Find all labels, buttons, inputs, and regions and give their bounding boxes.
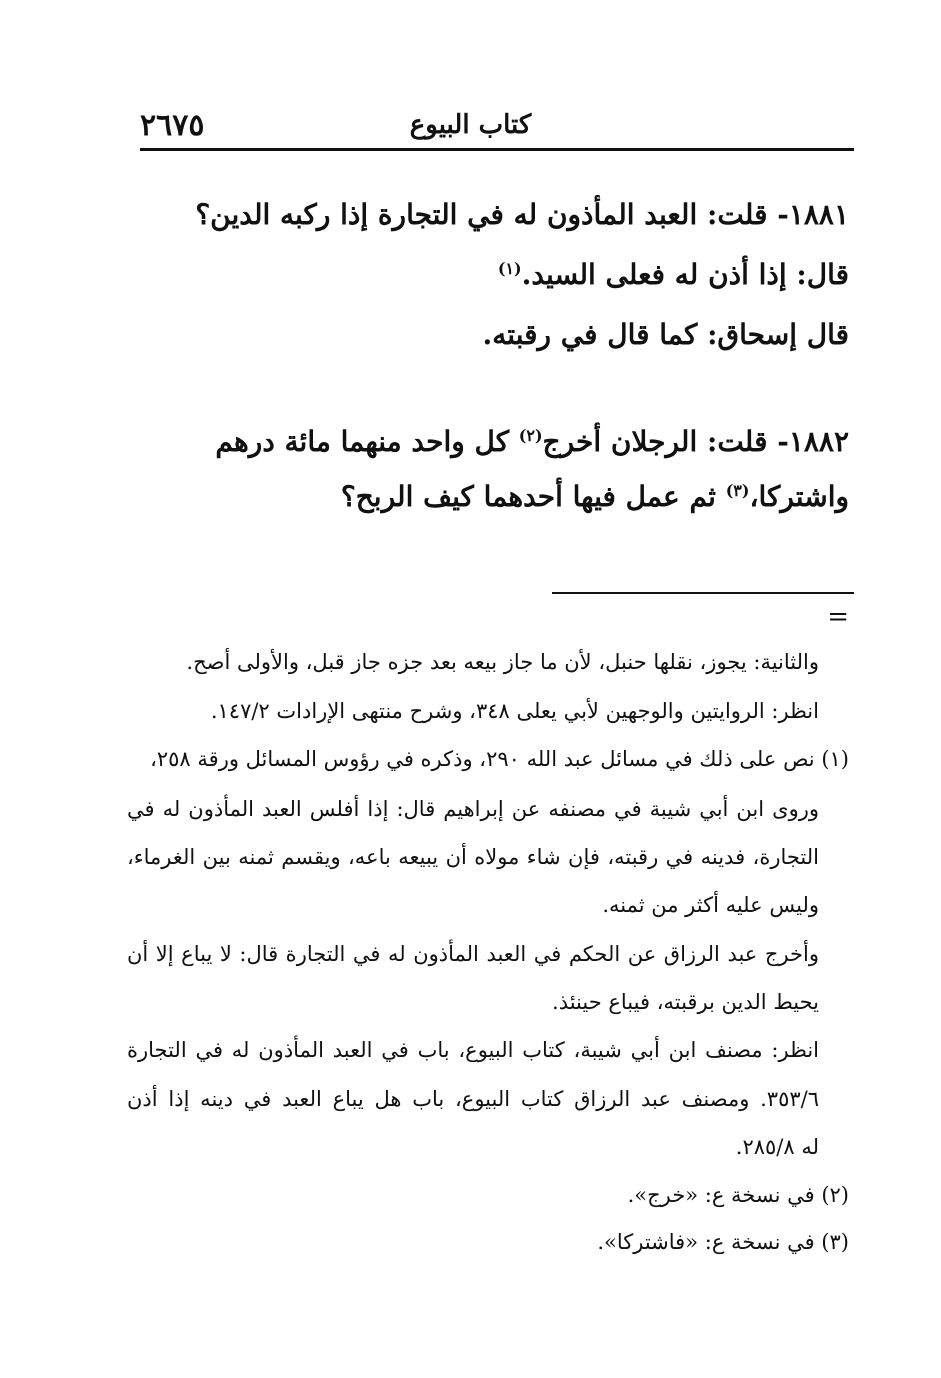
footnote-1-line5: وأخرج عبد الرزاق عن الحكم في العبد المأذون له في التجارة قال: لا يباع إلا أن [127, 942, 819, 966]
footnote-ref-2: (٢) [518, 426, 543, 445]
continuation-marker: = [827, 602, 849, 632]
footnote-1-line1: (١) نص على ذلك في مسائل عبد الله ٢٩٠، وذكره في رؤوس المسائل ورقة ٢٥٨، [150, 747, 849, 771]
footnote-1-line9: له ٢٨٥/٨. [735, 1135, 819, 1159]
footnote-2: (٢) في نسخة ع: «خرج». [627, 1183, 849, 1207]
q1882-part-b: كل واحد منهما مائة درهم [215, 425, 519, 458]
question-1882-line1 [139, 425, 849, 459]
footnote-ref-1: (١) [497, 259, 522, 278]
running-title: كتاب البيوع [409, 110, 532, 140]
q1882-part-a: ١٨٨٢- قلت: الرجلان أخرج [542, 425, 849, 458]
footnote-1-line2: وروى ابن أبي شيبة في مصنفه عن إبراهيم قال: إذا أفلس العبد المأذون له في [127, 797, 819, 821]
footnote-separator [552, 592, 854, 594]
footnote-ref-3: (٣) [725, 481, 750, 500]
answer-1881-text: قال: إذا أذن له فعلى السيد. [521, 258, 849, 291]
footnote-1-line4: وليس عليه أكثر من ثمنه. [602, 893, 819, 917]
ishaq-1881: قال إسحاق: كما قال في رقبته. [482, 318, 849, 351]
q1882-line2-a: واشتركا، [749, 480, 849, 513]
footnote-1-line8: ٣٥٣/٦. ومصنف عبد الرزاق كتاب البيوع، باب هل يباع العبد في دينه إذا أذن [127, 1087, 819, 1111]
footnote-3: (٣) في نسخة ع: «فاشتركا». [597, 1230, 849, 1254]
question-1882-line2 [139, 480, 849, 514]
footnote-1-line7: انظر: مصنف ابن أبي شيبة، كتاب البيوع، باب في العبد المأذون له في التجارة [127, 1038, 819, 1062]
footnote-1-line6: يحيط الدين برقبته، فيباع حينئذ. [552, 990, 819, 1014]
footnote-cont-line1: والثانية: يجوز، نقلها حنبل، لأن ما جاز بيعه بعد جزه جاز قبل، والأولى أصح. [186, 650, 819, 674]
page-number: ٢٦٧٥ [140, 108, 205, 143]
header-rule [140, 148, 854, 151]
answer-1881 [139, 258, 849, 292]
question-1881: ١٨٨١- قلت: العبد المأذون له في التجارة إذا ركبه الدين؟ [195, 198, 849, 231]
footnote-cont-line2: انظر: الروايتين والوجهين لأبي يعلى ٣٤٨، وشرح منتهى الإرادات ١٤٧/٢. [210, 699, 819, 723]
footnote-1-line3: التجارة، فدينه في رقبته، فإن شاء مولاه أن يبيعه باعه، ويقسم ثمنه بين الغرماء، [127, 845, 819, 869]
q1882-line2-b: ثم عمل فيها أحدهما كيف الربح؟ [340, 480, 726, 513]
